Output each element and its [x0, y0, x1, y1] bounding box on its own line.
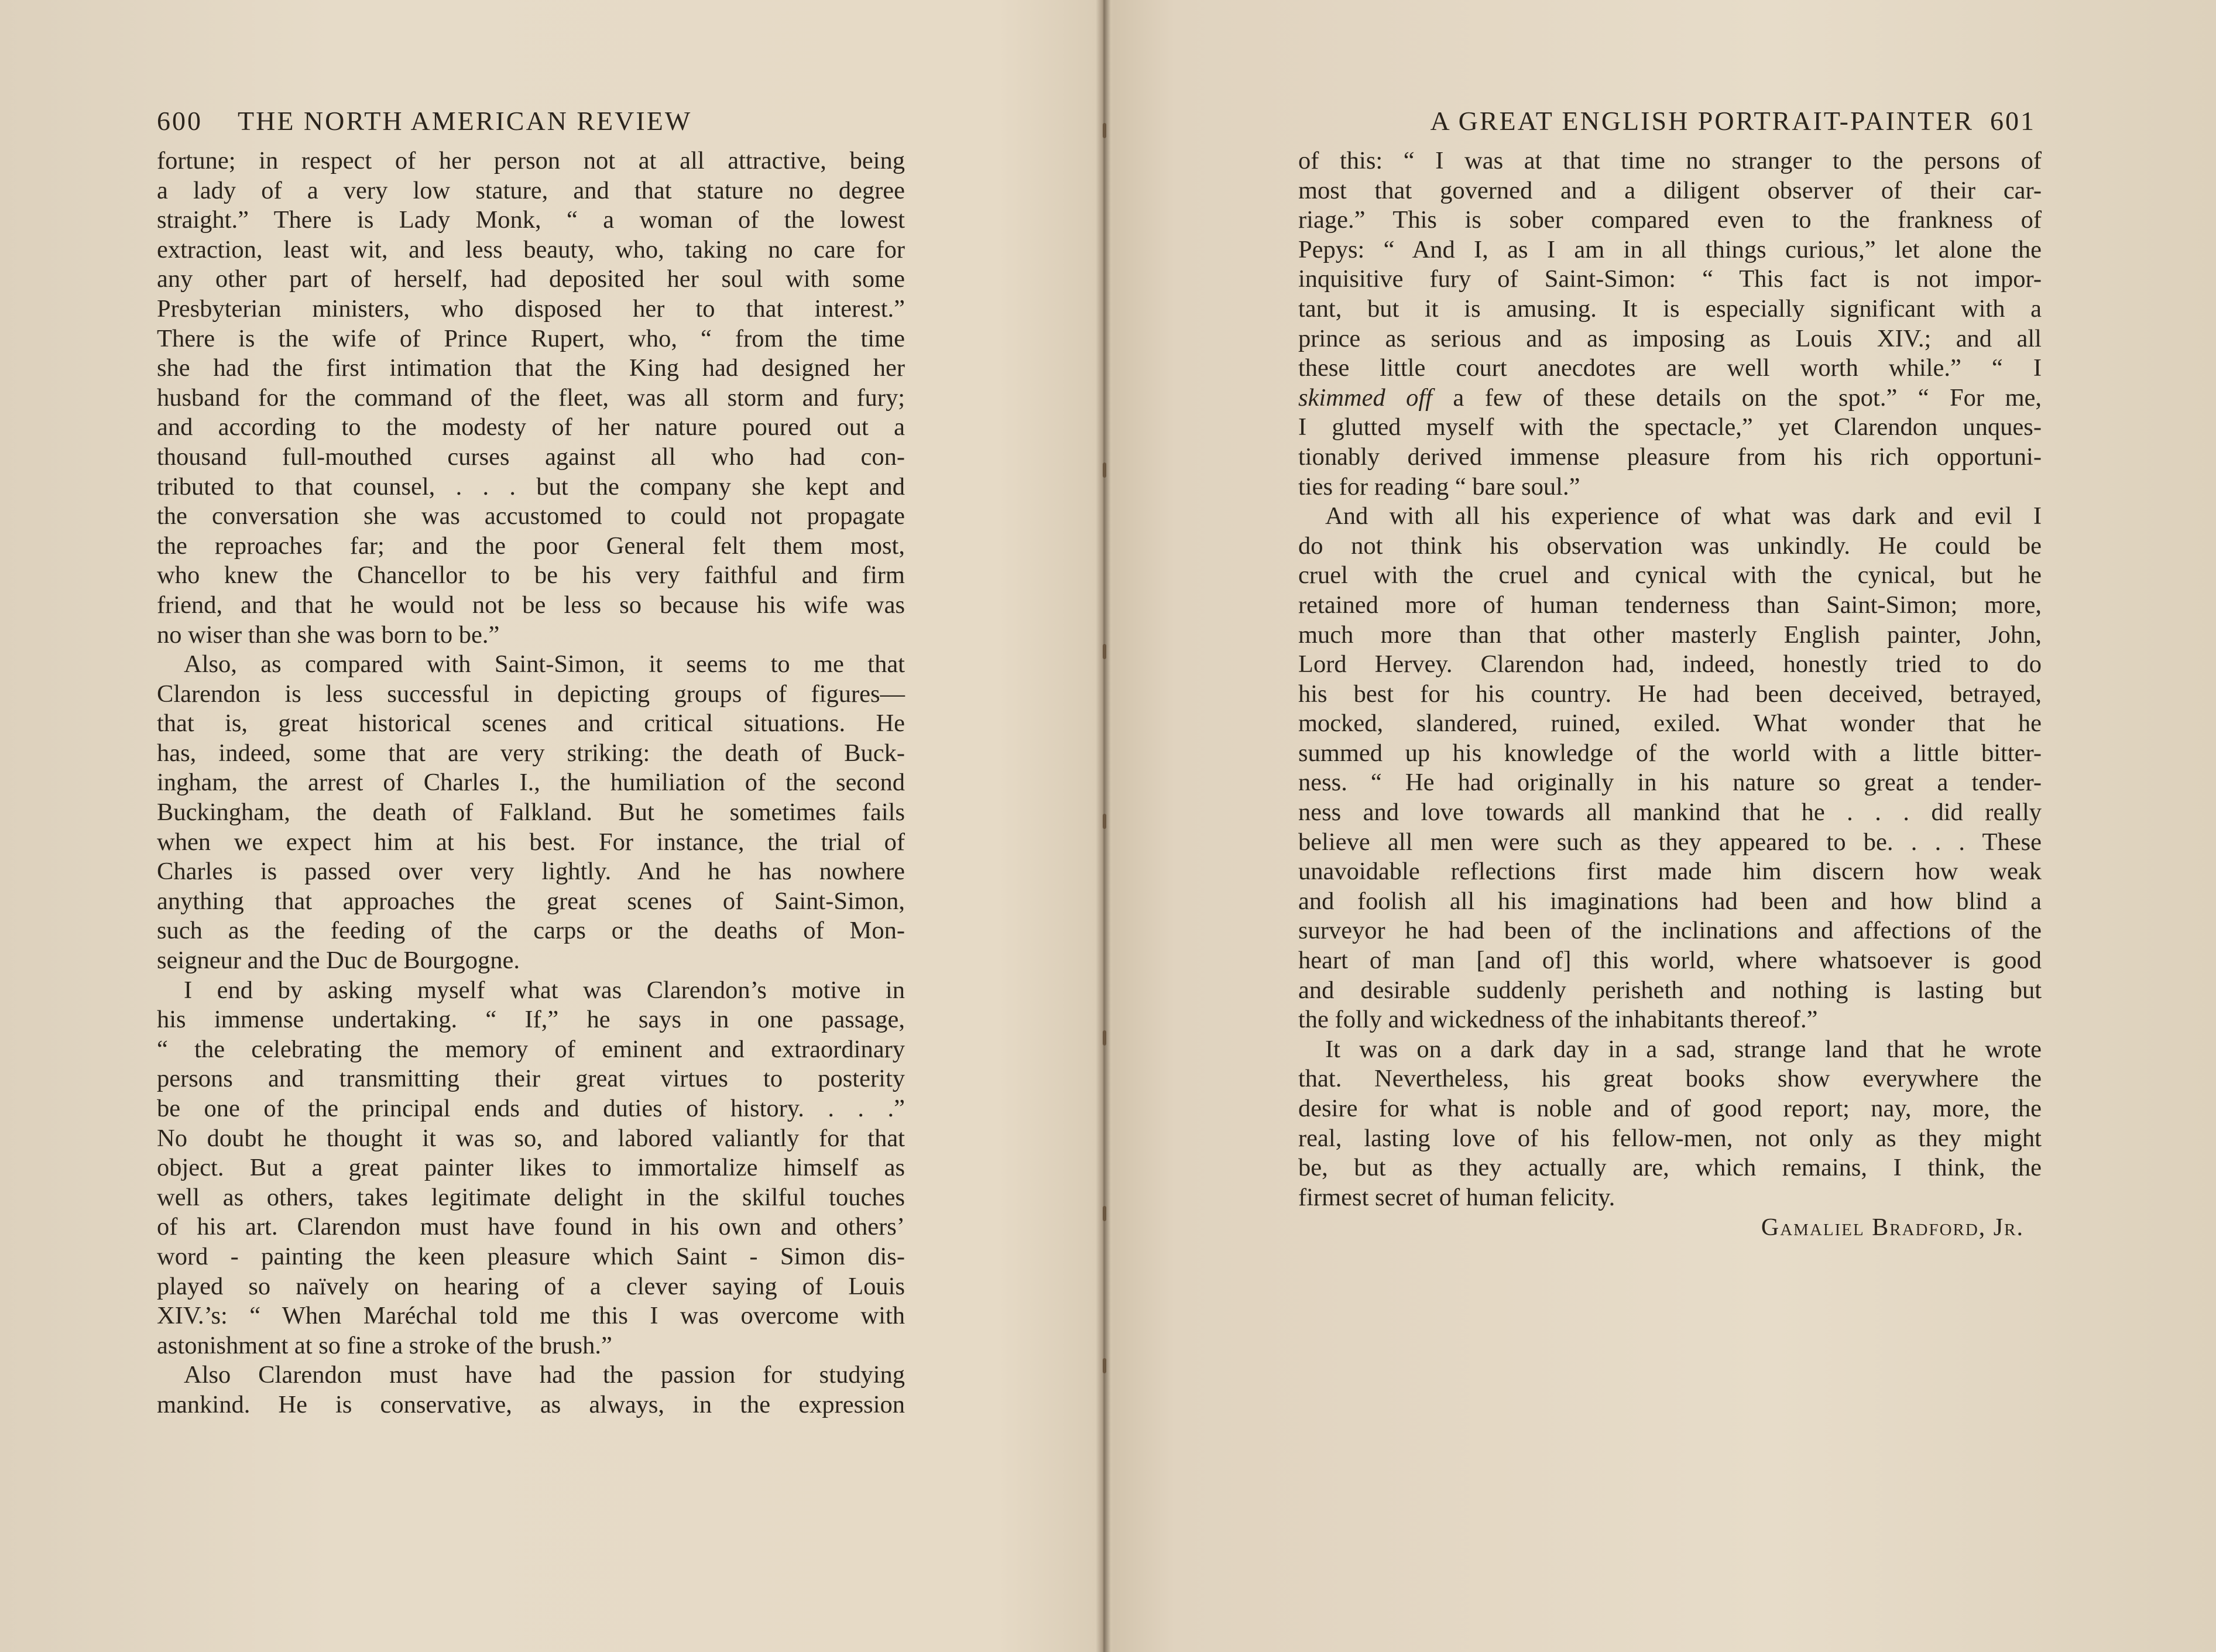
text-line: I glutted myself with the spectacle,” yet Clarendon unques-	[1298, 413, 2042, 441]
italic-phrase: skimmed off	[1298, 383, 1432, 412]
page-number: 601	[1990, 106, 2036, 136]
text-line: has, indeed, some that are very striking: the death of Buck-	[157, 739, 905, 767]
text-line: Pepys: “ And I, as I am in all things curious,” let alone the	[1298, 235, 2042, 263]
text-line: do not think his observation was unkindly. He could be	[1298, 532, 2042, 560]
left-page-body	[157, 146, 905, 1420]
text-line: believe all men were such as they appeared to be. . . . These	[1298, 828, 2042, 856]
text-line: tionably derived immense pleasure from his rich opportuni-	[1298, 443, 2042, 471]
text-line: and desirable suddenly perisheth and nothing is lasting but	[1298, 976, 2042, 1004]
binding-stitch	[1103, 462, 1106, 478]
text-line: It was on a dark day in a sad, strange land that he wrote	[1325, 1035, 2042, 1063]
text-line	[1298, 383, 2042, 413]
text-line: Charles is passed over very lightly. And he has nowhere	[157, 858, 905, 886]
text-line: XIV.’s: “ When Maréchal told me this I was overcome with	[157, 1302, 905, 1330]
text-line: the reproaches far; and the poor General felt them most,	[157, 532, 905, 560]
text-line: husband for the command of the fleet, was all storm and fury;	[157, 383, 905, 412]
binding-stitch	[1103, 123, 1106, 138]
right-running-head	[1298, 105, 2042, 143]
text-run: a few of these details on the spot.” “ For me,	[1453, 383, 2042, 412]
text-line: tant, but it is amusing. It is especially significant with a	[1298, 294, 2042, 323]
journal-title: THE NORTH AMERICAN REVIEW	[238, 106, 692, 136]
text-line: object. But a great painter likes to immortalize himself as	[157, 1154, 905, 1182]
text-line: who knew the Chancellor to be his very faithful and firm	[157, 561, 905, 589]
text-line: real, lasting love of his fellow-men, not only as they might	[1298, 1124, 2042, 1152]
text-line: word - painting the keen pleasure which Saint - Simon dis-	[157, 1242, 905, 1270]
text-line: inquisitive fury of Saint-Simon: “ This fact is not impor-	[1298, 265, 2042, 293]
text-line: played so naïvely on hearing of a clever saying of Louis	[157, 1272, 905, 1300]
text-line: riage.” This is sober compared even to the frankness of	[1298, 206, 2042, 234]
text-line: And with all his experience of what was dark and evil I	[1325, 502, 2042, 530]
binding-stitch	[1103, 644, 1106, 659]
text-line: cruel with the cruel and cynical with the cynical, but he	[1298, 561, 2042, 589]
text-line: Presbyterian ministers, who disposed her to that interest.”	[157, 294, 905, 323]
text-line: astonishment at so fine a stroke of the brush.”	[157, 1331, 612, 1359]
text-line: these little court anecdotes are well worth while.” “ I	[1298, 354, 2042, 382]
text-line: ties for reading “ bare soul.”	[1298, 472, 1580, 501]
text-line: friend, and that he would not be less so because his wife was	[157, 591, 905, 619]
right-page-body	[1298, 146, 2042, 1212]
binding-stitch	[1103, 1358, 1106, 1373]
text-line: There is the wife of Prince Rupert, who, “ from the time	[157, 324, 905, 352]
text-line: fortune; in respect of her person not at all attractive, being	[157, 147, 905, 174]
text-line: that. Nevertheless, his great books show everywhere the	[1298, 1065, 2042, 1093]
right-page	[1298, 105, 2042, 1242]
text-line: mankind. He is conservative, as always, in the expression	[157, 1390, 905, 1418]
text-line: and foolish all his imaginations had been and how blind a	[1298, 887, 2042, 915]
text-line: tributed to that counsel, . . . but the company she kept and	[157, 472, 905, 501]
text-line: extraction, least wit, and less beauty, who, taking no care for	[157, 235, 905, 263]
text-line: ness. “ He had originally in his nature so great a tender-	[1298, 769, 2042, 797]
text-line: the folly and wickedness of the inhabitants thereof.”	[1298, 1006, 1818, 1034]
text-line: ingham, the arrest of Charles I., the humiliation of the second	[157, 769, 905, 797]
text-line: that is, great historical scenes and critical situations. He	[157, 710, 905, 738]
binding-stitch	[1103, 1206, 1106, 1221]
text-line: most that governed and a diligent observer of their car-	[1298, 176, 2042, 204]
binding-stitch	[1103, 1030, 1106, 1046]
text-line: I end by asking myself what was Clarendon’s motive in	[184, 976, 905, 1004]
text-line: retained more of human tenderness than Saint-Simon; more,	[1298, 591, 2042, 619]
binding-stitch	[1103, 814, 1106, 829]
text-line: straight.” There is Lady Monk, “ a woman of the lowest	[157, 206, 905, 234]
text-line: his immense undertaking. “ If,” he says in one passage,	[157, 1006, 905, 1034]
text-line: “ the celebrating the memory of eminent and extraordinary	[157, 1035, 905, 1063]
text-line: persons and transmitting their great virtues to posterity	[157, 1065, 905, 1093]
text-line: summed up his knowledge of the world with a little bitter-	[1298, 739, 2042, 767]
text-line: of his art. Clarendon must have found in his own and others’	[157, 1213, 905, 1241]
text-line: Lord Hervey. Clarendon had, indeed, honestly tried to do	[1298, 650, 2042, 678]
text-line: of this: “ I was at that time no stranger to the persons of	[1298, 147, 2042, 174]
text-line: desire for what is noble and of good report; nay, more, the	[1298, 1095, 2042, 1122]
text-line: his best for his country. He had been deceived, betrayed,	[1298, 680, 2042, 708]
text-line: surveyor he had been of the inclinations and affections of the	[1298, 917, 2042, 945]
text-line: Clarendon is less successful in depicting groups of figures—	[157, 680, 905, 708]
text-line: a lady of a very low stature, and that stature no degree	[157, 176, 905, 204]
text-line: unavoidable reflections first made him discern how weak	[1298, 858, 2042, 886]
text-line: Also Clarendon must have had the passion for studying	[184, 1361, 905, 1389]
text-line: any other part of herself, had deposited her soul with some	[157, 265, 905, 293]
text-line: Also, as compared with Saint-Simon, it seems to me that	[184, 650, 905, 678]
text-line: and according to the modesty of her nature poured out a	[157, 413, 905, 441]
text-line: firmest secret of human felicity.	[1298, 1183, 1615, 1211]
text-line: anything that approaches the great scenes of Saint-Simon,	[157, 887, 905, 915]
text-line: Buckingham, the death of Falkland. But he sometimes fails	[157, 798, 905, 827]
article-title: A GREAT ENGLISH PORTRAIT-PAINTER	[1430, 106, 1974, 136]
text-line: be, but as they actually are, which remains, I think, the	[1298, 1154, 2042, 1182]
page-number: 600	[157, 106, 203, 136]
text-line: no wiser than she was born to be.”	[157, 621, 500, 649]
text-line: seigneur and the Duc de Bourgogne.	[157, 947, 520, 975]
text-line: No doubt he thought it was so, and labored valiantly for that	[157, 1124, 905, 1152]
text-line: such as the feeding of the carps or the deaths of Mon-	[157, 917, 905, 945]
left-page	[157, 105, 905, 1420]
text-line: prince as serious and as imposing as Louis XIV.; and all	[1298, 324, 2042, 352]
text-line: well as others, takes legitimate delight in the skilful touches	[157, 1183, 905, 1211]
author-signature: Gamaliel Bradford, Jr.	[1761, 1214, 2024, 1242]
text-line: she had the first intimation that the King had designed her	[157, 354, 905, 382]
text-line: the conversation she was accustomed to could not propagate	[157, 502, 905, 530]
text-line: heart of man [and of] this world, where whatsoever is good	[1298, 947, 2042, 975]
text-line: much more than that other masterly English painter, John,	[1298, 621, 2042, 649]
left-running-head	[157, 105, 905, 143]
text-line: be one of the principal ends and duties of history. . . .”	[157, 1095, 905, 1122]
text-line: thousand full-mouthed curses against all who had con-	[157, 443, 905, 471]
text-line: ness and love towards all mankind that he . . . did really	[1298, 798, 2042, 827]
text-line: mocked, slandered, ruined, exiled. What wonder that he	[1298, 710, 2042, 738]
text-line: when we expect him at his best. For instance, the trial of	[157, 828, 905, 856]
